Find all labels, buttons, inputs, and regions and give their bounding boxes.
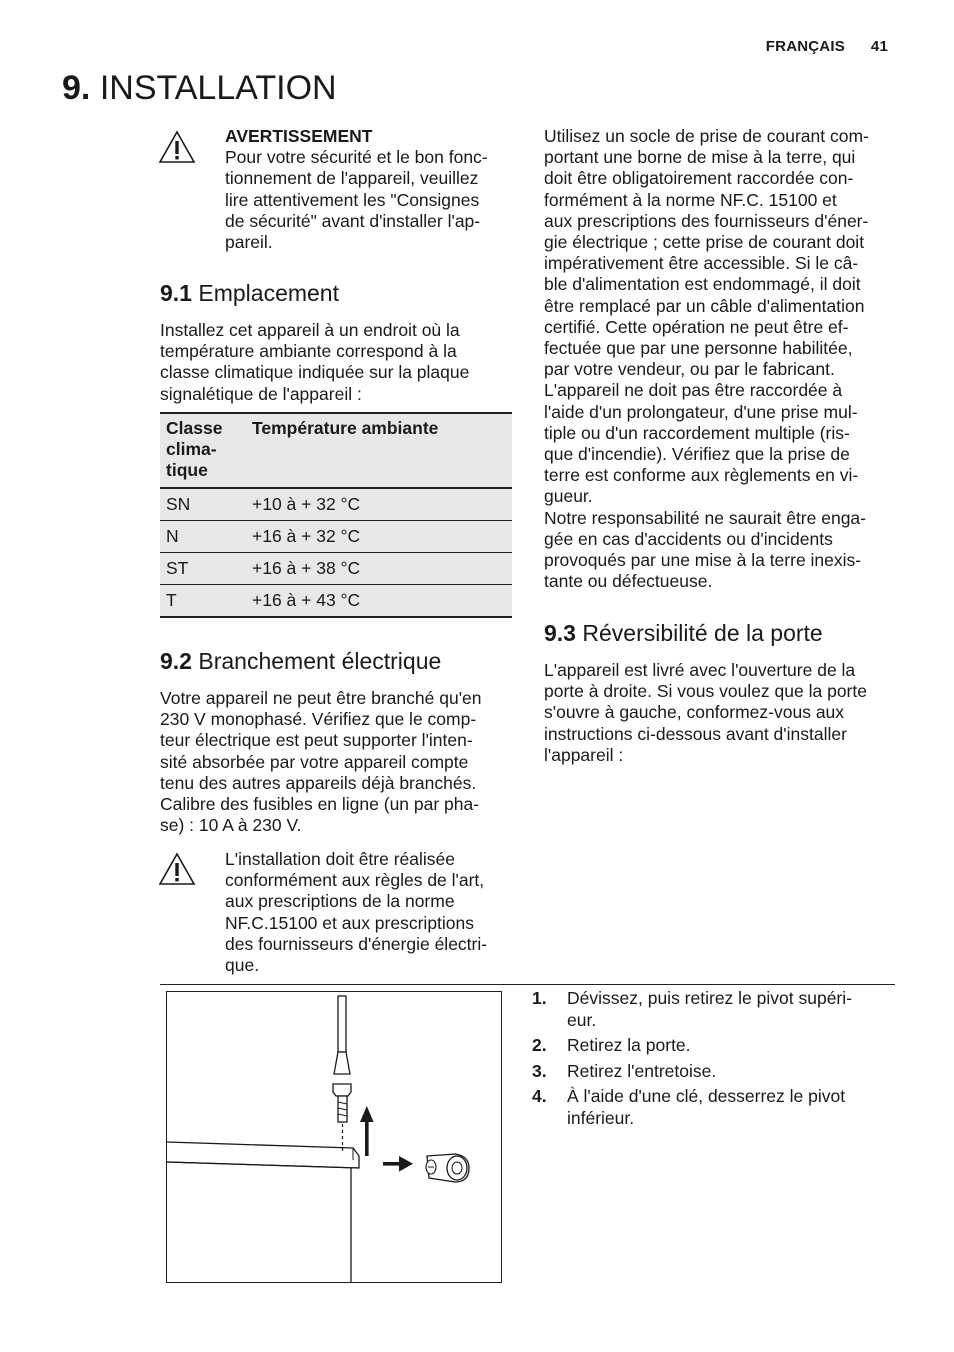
spacer-part-icon <box>426 1154 469 1182</box>
section-title: Emplacement <box>198 280 339 306</box>
paragraph-line: Calibre des fusibles en ligne (un par pha- <box>160 794 480 815</box>
step-line: Retirez la porte. <box>567 1035 691 1055</box>
table-header-class <box>160 413 246 488</box>
paragraph-line: ble d'alimentation est endommagé, il doit <box>544 274 861 295</box>
paragraph-line: certifié. Cette opération ne peut être ef- <box>544 316 849 337</box>
step-line: Dévissez, puis retirez le pivot supéri- <box>567 988 852 1008</box>
table-row <box>160 488 512 521</box>
warning-block-2 <box>225 849 515 976</box>
list-item <box>532 1035 892 1057</box>
warning-line: L'installation doit être réalisée <box>225 849 456 869</box>
section-heading-branchement <box>160 647 512 675</box>
paragraph-line: aux prescriptions des fournisseurs d'éner- <box>544 210 869 231</box>
list-item <box>532 1086 892 1129</box>
section-body-branchement <box>160 688 512 836</box>
warning-line: Pour votre sécurité et le bon fonc- <box>225 147 488 168</box>
paragraph-line: terre est conforme aux règlements en vi- <box>544 465 859 486</box>
warning-title: AVERTISSEMENT <box>225 126 373 146</box>
warning-line: tionnement de l'appareil, veuillez <box>225 168 479 189</box>
table-header-temperature: Température ambiante <box>246 413 512 488</box>
page-number: 41 <box>870 38 888 55</box>
instruction-steps <box>532 988 892 1133</box>
step-line: eur. <box>567 1009 597 1030</box>
paragraph-line: l'appareil : <box>544 744 624 765</box>
section-number: 9.3 <box>544 620 576 646</box>
paragraph-line: se) : 10 A à 230 V. <box>160 815 302 836</box>
step-number: 2. <box>532 1035 547 1055</box>
list-item <box>532 988 892 1031</box>
warning-block-1 <box>225 126 515 253</box>
paragraph-line: formément à la norme NF.C. 15100 et <box>544 189 837 210</box>
paragraph-line: température ambiante correspond à la <box>160 341 457 362</box>
paragraph-line: L'appareil ne doit pas être raccordée à <box>544 380 843 401</box>
list-item <box>532 1061 892 1083</box>
step-line: inférieur. <box>567 1107 635 1128</box>
warning-line: aux prescriptions de la norme <box>225 891 455 912</box>
warning-line: que. <box>225 955 260 976</box>
paragraph-line: porte à droite. Si vous voulez que la porte <box>544 681 867 702</box>
table-cell-class: SN <box>160 488 246 521</box>
warning-triangle-icon <box>158 852 196 886</box>
paragraph-line: gie électrique ; cette prise de courant doit <box>544 232 865 253</box>
section-heading-reversibilite <box>544 619 896 647</box>
arrow-up-icon <box>360 1106 374 1156</box>
table-cell-temperature: +10 à + 32 °C <box>246 488 512 521</box>
paragraph-line: 230 V monophasé. Vérifiez que le comp- <box>160 709 477 730</box>
section-number: 9.1 <box>160 280 192 306</box>
page-title <box>62 66 337 110</box>
title-text: INSTALLATION <box>99 69 337 107</box>
paragraph-line: L'appareil est livré avec l'ouverture de la <box>544 660 856 680</box>
paragraph-line: Votre appareil ne peut être branché qu'en <box>160 688 482 708</box>
paragraph-line: que d'incendie). Vérifiez que la prise de <box>544 444 850 465</box>
warning-triangle-icon <box>158 130 196 164</box>
electrical-safety-text <box>544 126 896 592</box>
paragraph-line: tante ou défectueuse. <box>544 571 713 592</box>
paragraph-line: Installez cet appareil à un endroit où la <box>160 320 460 340</box>
paragraph-line: par votre vendeur, ou par le fabricant. <box>544 359 835 380</box>
arrow-right-icon <box>383 1156 413 1172</box>
header-line: Classe <box>166 418 223 438</box>
warning-line: des fournisseurs d'énergie électri- <box>225 933 488 954</box>
step-line: À l'aide d'une clé, desserrez le pivot <box>567 1086 846 1106</box>
paragraph-line: doit être obligatoirement raccordée con- <box>544 168 854 189</box>
table-cell-temperature: +16 à + 38 °C <box>246 553 512 585</box>
header-language: FRANÇAIS <box>765 38 845 55</box>
paragraph-line: teur électrique est peut supporter l'inten- <box>160 730 473 751</box>
warning-line: NF.C.15100 et aux prescriptions <box>225 912 475 933</box>
step-number: 3. <box>532 1060 547 1081</box>
door-pivot-illustration <box>166 991 502 1283</box>
title-number: 9. <box>62 69 91 107</box>
warning-line: de sécurité" avant d'installer l'ap- <box>225 210 481 231</box>
section-title: Branchement électrique <box>198 648 442 674</box>
paragraph-line: classe climatique indiquée sur la plaque <box>160 362 470 383</box>
paragraph-line: impérativement être accessible. Si le câ- <box>544 253 859 274</box>
section-body-reversibilite <box>544 660 896 766</box>
table-cell-class: T <box>160 585 246 618</box>
paragraph-line: l'aide d'un prolongateur, d'une prise mul- <box>544 401 858 422</box>
section-divider <box>160 984 895 985</box>
warning-line: pareil. <box>225 232 273 253</box>
paragraph-line: Utilisez un socle de prise de courant com- <box>544 126 869 146</box>
page-header <box>766 38 888 55</box>
table-header-row <box>160 413 512 488</box>
paragraph-line: être remplacé par un câble d'alimentation <box>544 295 865 316</box>
warning-line: conformément aux règles de l'art, <box>225 870 485 891</box>
paragraph-line: tenu des autres appareils déjà branchés. <box>160 772 477 793</box>
paragraph-line: provoqués par une mise à la terre inexis- <box>544 550 862 571</box>
paragraph-line: tiple ou d'un raccordement multiple (ris- <box>544 422 850 443</box>
step-line: Retirez l'entretoise. <box>567 1060 717 1081</box>
paragraph-line: sité absorbée par votre appareil compte <box>160 751 469 772</box>
section-body-emplacement <box>160 320 512 405</box>
table-row <box>160 521 512 553</box>
step-number: 1. <box>532 988 547 1008</box>
paragraph-line: instructions ci-dessous avant d'installer <box>544 723 847 744</box>
pivot-diagram <box>167 992 501 1282</box>
paragraph-line: portant une borne de mise à la terre, qui <box>544 147 856 168</box>
paragraph-line: gueur. <box>544 486 593 507</box>
header-line: tique <box>166 460 208 480</box>
table-cell-class: N <box>160 521 246 553</box>
header-line: clima- <box>166 439 217 459</box>
step-number: 4. <box>532 1086 547 1106</box>
table-cell-temperature: +16 à + 43 °C <box>246 585 512 618</box>
paragraph-line: s'ouvre à gauche, conformez-vous aux <box>544 702 845 723</box>
paragraph-line: signalétique de l'appareil : <box>160 383 362 404</box>
table-cell-temperature: +16 à + 32 °C <box>246 521 512 553</box>
section-title: Réversibilité de la porte <box>582 620 823 646</box>
table-row <box>160 553 512 585</box>
table-row <box>160 585 512 618</box>
section-number: 9.2 <box>160 648 192 674</box>
paragraph-line: Notre responsabilité ne saurait être enga- <box>544 507 866 528</box>
climate-class-table <box>160 412 512 618</box>
paragraph-line: gée en cas d'accidents ou d'incidents <box>544 528 833 549</box>
table-cell-class: ST <box>160 553 246 585</box>
section-heading-emplacement <box>160 279 512 307</box>
paragraph-line: fectuée que par une personne habilitée, <box>544 338 853 359</box>
warning-line: lire attentivement les "Consignes <box>225 189 480 210</box>
